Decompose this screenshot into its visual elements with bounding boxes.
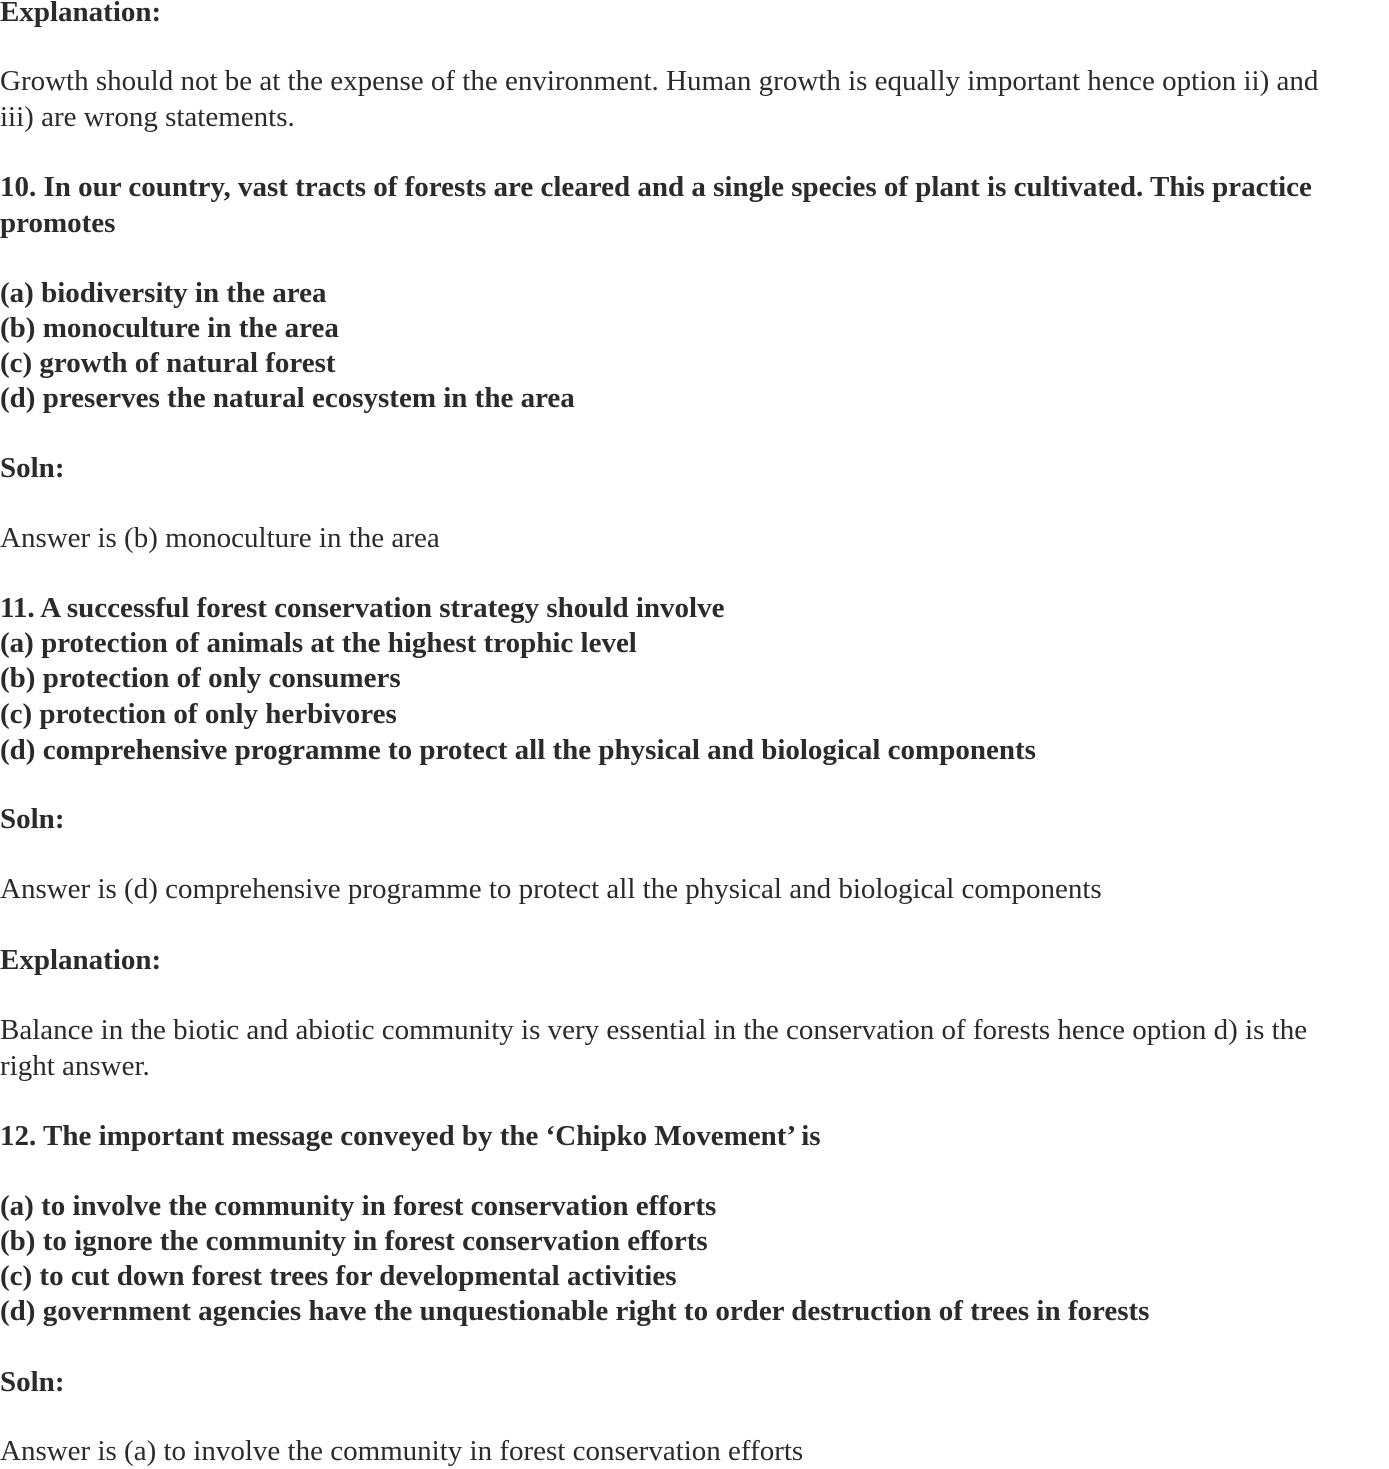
question-10-text: 10. In our country, vast tracts of forests are cleared and a single species of plant is cultivated. This practice — [0, 171, 1312, 203]
q11-soln-heading: Soln: — [0, 803, 65, 835]
q11-explanation-heading: Explanation: — [0, 944, 162, 976]
question-12-text: 12. The important message conveyed by the ‘Chipko Movement’ is — [0, 1120, 821, 1152]
q10-option-a: (a) biodiversity in the area — [0, 277, 327, 309]
q12-option-a: (a) to involve the community in forest conservation efforts — [0, 1190, 717, 1222]
q12-option-c: (c) to cut down forest trees for developmental activities — [0, 1260, 677, 1292]
q10-option-b: (b) monoculture in the area — [0, 312, 339, 344]
q10-soln-heading: Soln: — [0, 452, 65, 484]
explanation-heading: Explanation: — [0, 0, 162, 28]
q11-option-b: (b) protection of only consumers — [0, 662, 401, 694]
question-10-text-cont: promotes — [0, 207, 116, 239]
explanation-text-line: iii) are wrong statements. — [0, 101, 295, 133]
q11-answer: Answer is (d) comprehensive programme to protect all the physical and biological components — [0, 873, 1102, 905]
q12-answer: Answer is (a) to involve the community in forest conservation efforts — [0, 1435, 804, 1467]
q11-option-d: (d) comprehensive programme to protect all the physical and biological components — [0, 734, 1036, 766]
q12-option-b: (b) to ignore the community in forest conservation efforts — [0, 1225, 708, 1257]
question-11-text: 11. A successful forest conservation strategy should involve — [0, 592, 725, 624]
q10-option-c: (c) growth of natural forest — [0, 347, 336, 379]
q10-option-d: (d) preserves the natural ecosystem in the area — [0, 382, 575, 414]
q12-option-d: (d) government agencies have the unquestionable right to order destruction of trees in forests — [0, 1295, 1150, 1327]
explanation-text-line: Growth should not be at the expense of the environment. Human growth is equally important hence option ii) and — [0, 65, 1319, 97]
q11-explanation-line: right answer. — [0, 1050, 150, 1082]
q11-explanation-line: Balance in the biotic and abiotic community is very essential in the conservation of forests hence option d) is the — [0, 1014, 1308, 1046]
q11-option-c: (c) protection of only herbivores — [0, 698, 397, 730]
q12-soln-heading: Soln: — [0, 1366, 65, 1398]
q10-answer: Answer is (b) monoculture in the area — [0, 522, 440, 554]
q11-option-a: (a) protection of animals at the highest trophic level — [0, 627, 637, 659]
